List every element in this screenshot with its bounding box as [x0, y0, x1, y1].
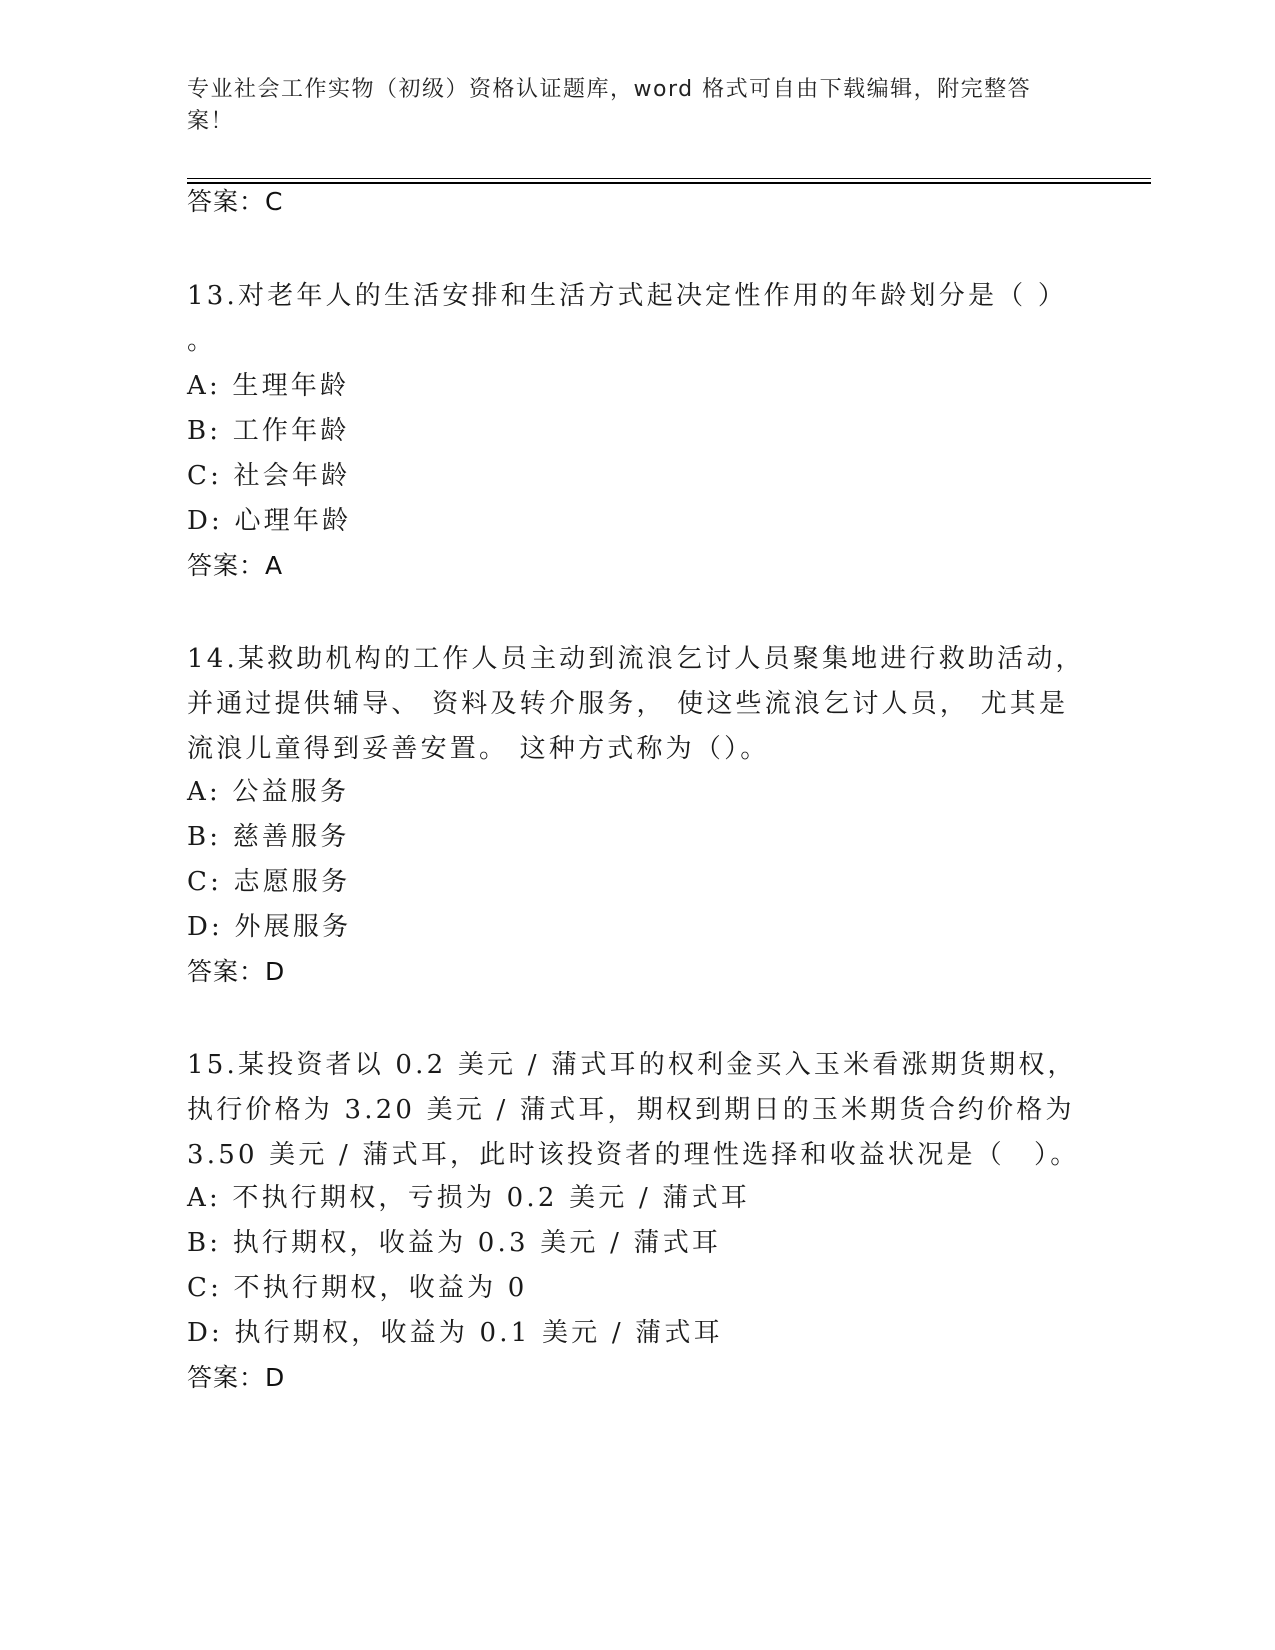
question-14-stem: 14.某救助机构的工作人员主动到流浪乞讨人员聚集地进行救助活动，并通过提供辅导、 资料及转介服务， 使这些流浪乞讨人员， 尤其是流浪儿童得到妥善安置。 这种方式称为（）。 — [187, 644, 1085, 764]
question-13-stem-line2: 。 — [187, 326, 217, 356]
question-13-stem-line1: 13.对老年人的生活安排和生活方式起决定性作用的年龄划分是（ ） — [187, 281, 1068, 311]
question-14-option-a: A: 公益服务 — [187, 777, 350, 807]
question-14-option-d: D: 外展服务 — [187, 912, 352, 942]
question-13-stem — [187, 274, 1087, 364]
question-15-stem: 15.某投资者以 0.2 美元 / 蒲式耳的权利金买入玉米看涨期货期权，执行价格为 3.20 美元 / 蒲式耳，期权到期日的玉米期货合约价格为 3.50 美元 / 蒲式耳，此时该投资者的理性选择和收益状况是（ ）。 — [187, 1050, 1080, 1170]
answer-q14: 答案：D — [187, 957, 286, 986]
answer-q15: 答案：D — [187, 1363, 286, 1392]
question-14-option-b: B: 慈善服务 — [187, 822, 350, 852]
question-15-option-a: A: 不执行期权，亏损为 0.2 美元 / 蒲式耳 — [187, 1183, 750, 1213]
question-15-option-b: B: 执行期权，收益为 0.3 美元 / 蒲式耳 — [187, 1228, 722, 1258]
question-13-option-c: C: 社会年龄 — [187, 461, 351, 491]
answer-q13: 答案：A — [187, 551, 284, 580]
question-15-option-d: D: 执行期权，收益为 0.1 美元 / 蒲式耳 — [187, 1318, 723, 1348]
question-14-option-c: C: 志愿服务 — [187, 867, 351, 897]
header-divider-thick — [187, 182, 1151, 184]
answer-q12: 答案：C — [187, 187, 284, 216]
question-13-option-a: A: 生理年龄 — [187, 371, 350, 401]
question-13-option-b: B: 工作年龄 — [187, 416, 350, 446]
page-header: 专业社会工作实物（初级）资格认证题库，word 格式可自由下载编辑，附完整答案！ — [187, 77, 1032, 134]
question-15-option-c: C: 不执行期权，收益为 0 — [187, 1273, 528, 1303]
header-divider-thin — [187, 178, 1151, 179]
question-13-option-d: D: 心理年龄 — [187, 506, 352, 536]
